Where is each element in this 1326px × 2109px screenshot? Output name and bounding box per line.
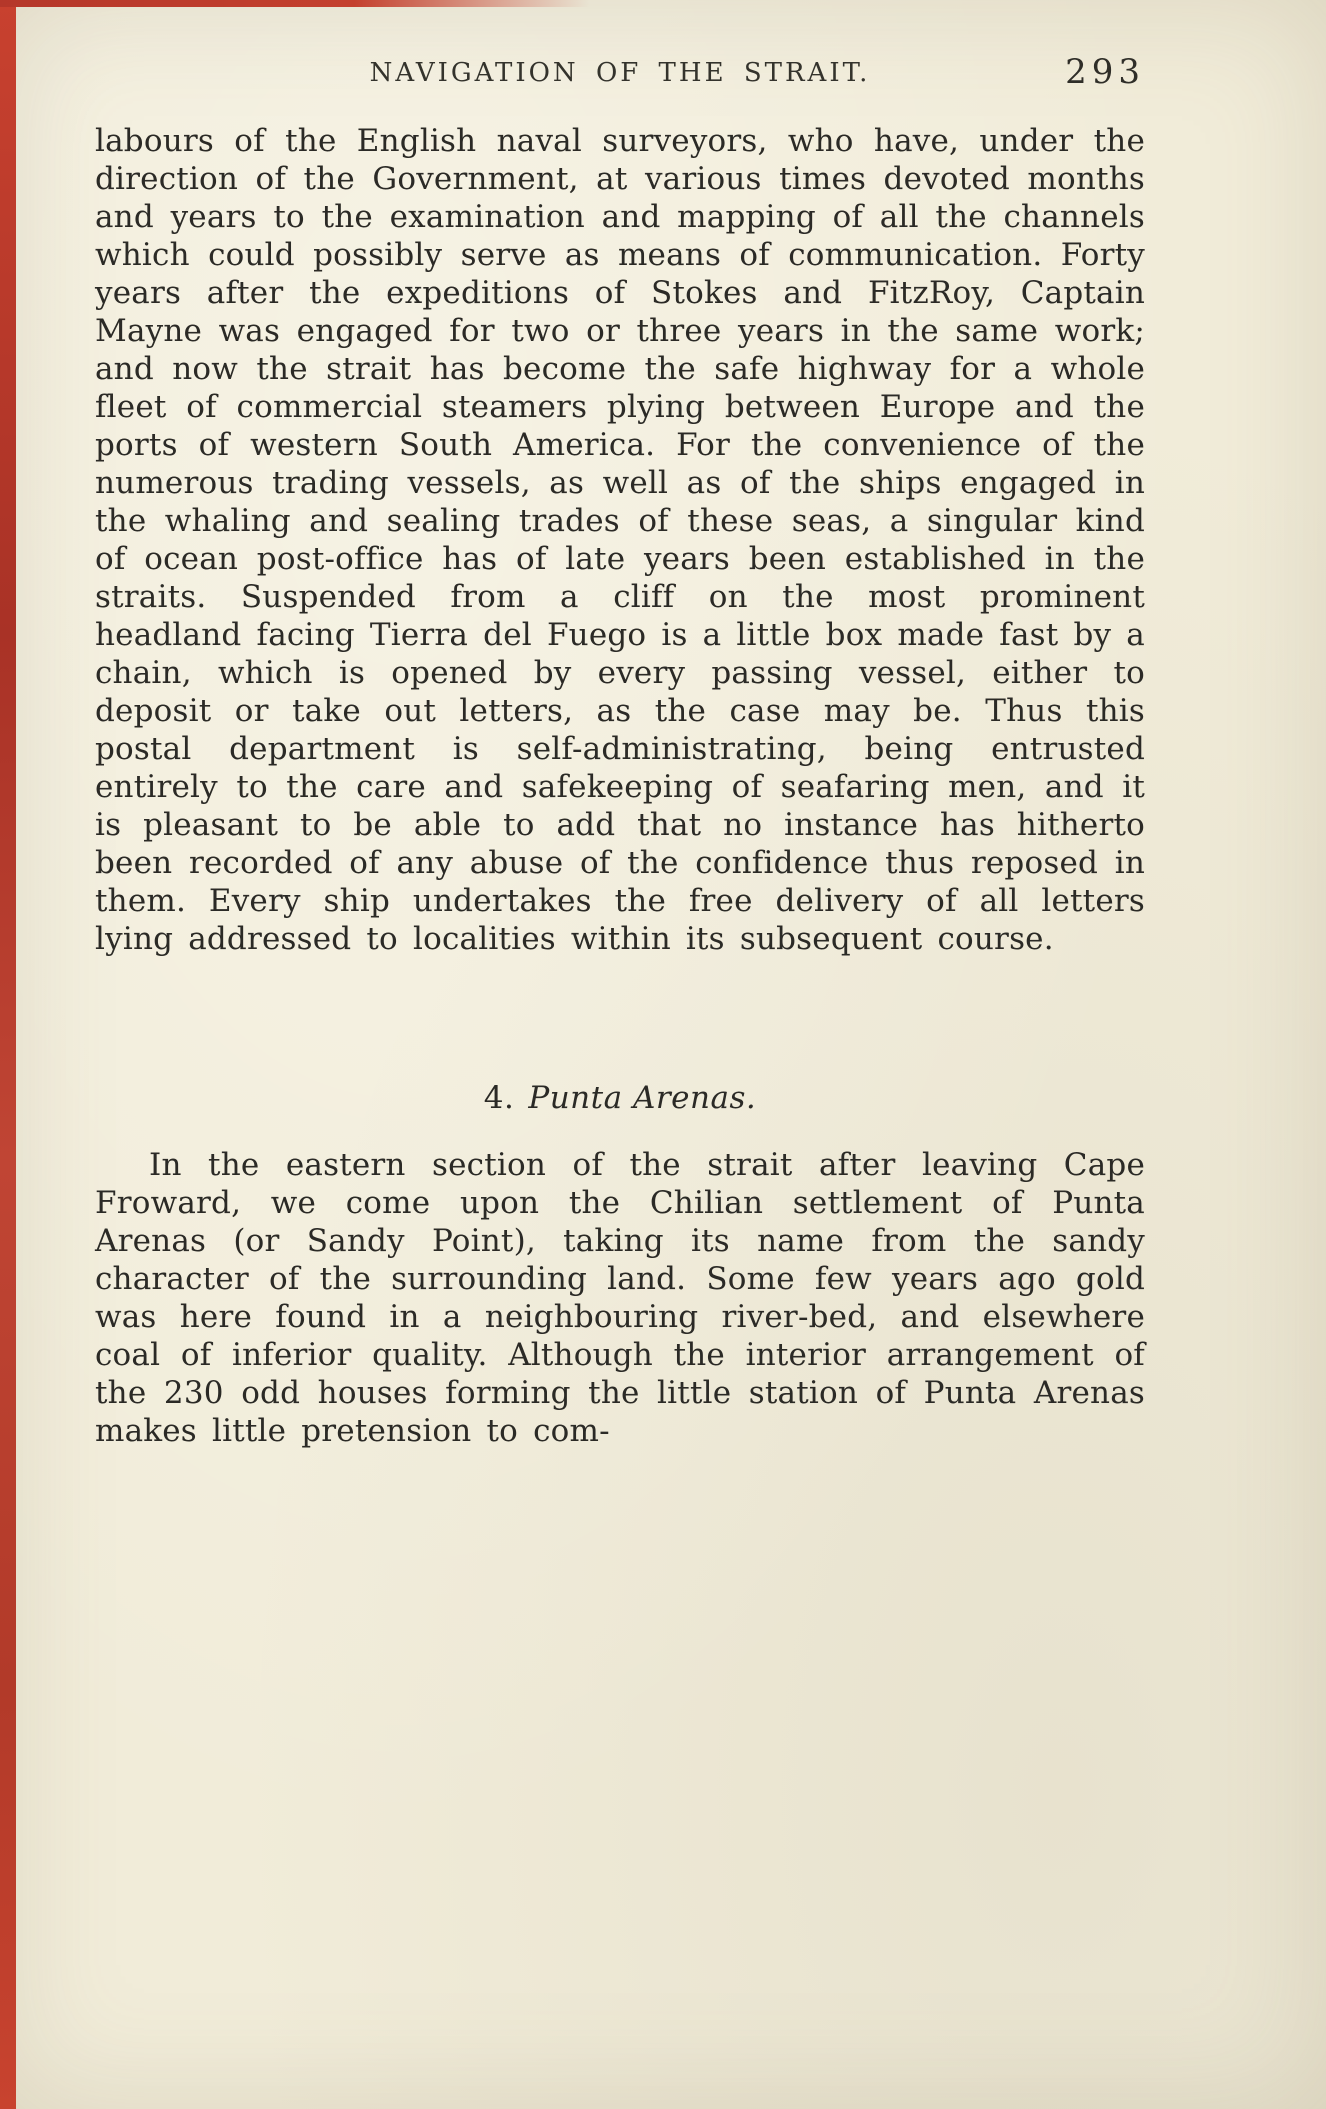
section-heading: [95, 1080, 1145, 1116]
page-header: [95, 52, 1145, 92]
section-title: Punta Arenas.: [528, 1080, 757, 1116]
section-number: 4.: [483, 1080, 515, 1116]
page-edge-left: [0, 0, 16, 2109]
paragraph-1: labours of the English naval surveyors, who have, under the direction of the Government, at various times devoted months and years to the examination and mapping of all the channels which could possibly serve as means of communication. Forty years after the expeditions of Stokes and FitzRoy, Captain Mayne was engaged for two or three years in the same work; and now the strait has become the safe highway for a whole fleet of commercial steamers plying between Europe and the ports of western South America. For the convenience of the numerous trading vessels, as well as of the ships engaged in the whaling and sealing trades of these seas, a singular kind of ocean post-office has of late years been established in the straits. Suspended from a cliff on the most prominent headland facing Tierra del Fuego is a little box made fast by a chain, which is opened by every passing vessel, either to deposit or take out letters, as the case may be. Thus this postal department is self-administrating, being entrusted entirely to the care and safekeeping of seafaring men, and it is pleasant to be able to add that no instance has hitherto been recorded of any abuse of the confidence thus reposed in them. Every ship undertakes the free delivery of all letters lying addressed to localities within its subsequent course.: [95, 123, 1145, 957]
paragraph-2: In the eastern section of the strait after leaving Cape Froward, we come upon the Chilian settlement of Punta Arenas (or Sandy Point), taking its name from the sandy character of the surrounding land. Some few years ago gold was here found in a neighbouring river-bed, and elsewhere coal of inferior quality. Although the interior arrangement of the 230 odd houses forming the little station of Punta Arenas makes little pretension to com-: [95, 1147, 1145, 1449]
page-number: 293: [1065, 52, 1145, 92]
running-head: NAVIGATION OF THE STRAIT.: [369, 58, 871, 88]
page-content: [95, 0, 1145, 2109]
